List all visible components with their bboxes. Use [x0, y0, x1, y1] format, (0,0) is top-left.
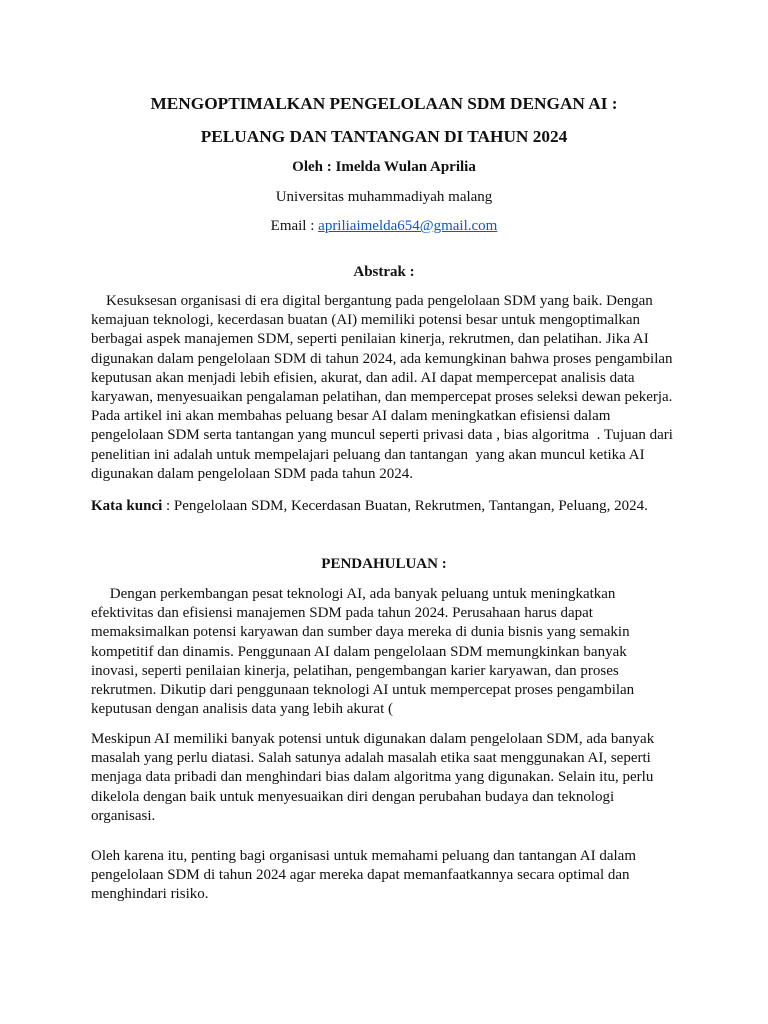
intro-line: Oleh karena itu, penting bagi organisasi untuk memahami peluang dan tantangan AI dalam: [91, 848, 636, 864]
title-line-2: PELUANG DAN TANTANGAN DI TAHUN 2024: [200, 127, 568, 146]
abstract-line: penelitian ini adalah untuk mempelajari peluang dan tantangan yang akan muncul ketika AI: [91, 446, 645, 463]
intro-line: organisasi.: [91, 807, 156, 824]
intro-line: keputusan dengan analisis data yang lebih akurat (: [91, 701, 393, 718]
intro-line: inovasi, seperti penilaian kinerja, pelatihan, pengembangan karier karyawan, dan proses: [91, 662, 619, 679]
abstract-heading: Abstrak :: [353, 264, 415, 280]
keywords-row: [91, 497, 677, 516]
intro-line: menjaga data pribadi dan menghindari bias dalam algoritma yang digunakan. Selain itu, perlu: [91, 769, 654, 786]
email-line: [0, 218, 768, 235]
intro-line: kompetitif dan dinamis. Penggunaan AI dalam pengelolaan SDM memungkinkan banyak: [91, 643, 627, 660]
abstract-paragraph: [91, 292, 677, 484]
introduction-paragraph-3: [91, 847, 677, 905]
abstract-line: kemajuan teknologi, kecerdasan buatan (AI) memiliki potensi besar untuk mengoptimalkan: [91, 312, 641, 329]
abstract-line: pengelolaan SDM serta tantangan yang muncul seperti privasi data , bias algoritma . Tujuan dari: [91, 427, 673, 444]
affiliation-line: Universitas muhammadiyah malang: [275, 189, 493, 205]
abstract-line: digunakan dalam pengelolaan SDM di tahun 2024, ada kemungkinan bahwa proses pengambilan: [91, 350, 673, 367]
abstract-line: Pada artikel ini akan membahas peluang besar AI dalam meningkatkan efisiensi dalam: [91, 408, 611, 425]
intro-line: pengelolaan SDM di tahun 2024 agar mereka dapat memanfaatkannya secara optimal dan: [91, 867, 630, 884]
email-link[interactable]: apriliaimelda654@gmail.com: [318, 218, 498, 234]
introduction-paragraph-2: [91, 730, 677, 826]
abstract-line: keputusan akan menjadi lebih efisien, akurat, dan adil. AI dapat mempercepat analisis data: [91, 369, 635, 386]
author-line: Oleh : Imelda Wulan Aprilia: [292, 159, 476, 175]
abstract-line: karyawan, menyesuaikan pengalaman pelatihan, dan mempercepat proses seleksi dewan pekerja.: [91, 389, 673, 406]
introduction-paragraph-1: [91, 585, 677, 719]
keywords-label: Kata kunci: [91, 498, 163, 514]
email-label: Email :: [270, 218, 319, 234]
abstract-line: Kesuksesan organisasi di era digital bergantung pada pengelolaan SDM yang baik. Dengan: [91, 293, 653, 309]
intro-line: Meskipun AI memiliki banyak potensi untuk digunakan dalam pengelolaan SDM, ada banyak: [91, 731, 655, 747]
intro-line: efektivitas dan efisiensi manajemen SDM pada tahun 2024. Perusahaan harus dapat: [91, 605, 593, 622]
abstract-line: digunakan dalam pengelolaan SDM pada tahun 2024.: [91, 465, 414, 482]
title-line-1: MENGOPTIMALKAN PENGELOLAAN SDM DENGAN AI :: [150, 94, 618, 113]
intro-line: masalah yang perlu diatasi. Salah satunya adalah masalah etika saat menggunakan AI, seperti: [91, 750, 651, 767]
intro-line: dikelola dengan baik untuk menyesuaikan diri dengan perubahan budaya dan teknologi: [91, 788, 615, 805]
abstract-line: berbagai aspek manajemen SDM, seperti penilaian kinerja, rekrutmen, dan pelatihan. Jika AI: [91, 331, 649, 348]
introduction-heading: PENDAHULUAN :: [321, 556, 447, 572]
intro-line: memaksimalkan potensi karyawan dan sumber daya mereka di dunia bisnis yang semakin: [91, 624, 630, 641]
intro-line: Dengan perkembangan pesat teknologi AI, ada banyak peluang untuk meningkatkan: [91, 586, 616, 602]
intro-line: menghindari risiko.: [91, 886, 209, 903]
intro-line: rekrutmen. Dikutip dari penggunaan teknologi AI untuk mempercepat proses pengambilan: [91, 682, 635, 699]
keywords-line: [91, 497, 677, 516]
keywords-text: : Pengelolaan SDM, Kecerdasan Buatan, Rekrutmen, Tantangan, Peluang, 2024.: [162, 498, 648, 514]
